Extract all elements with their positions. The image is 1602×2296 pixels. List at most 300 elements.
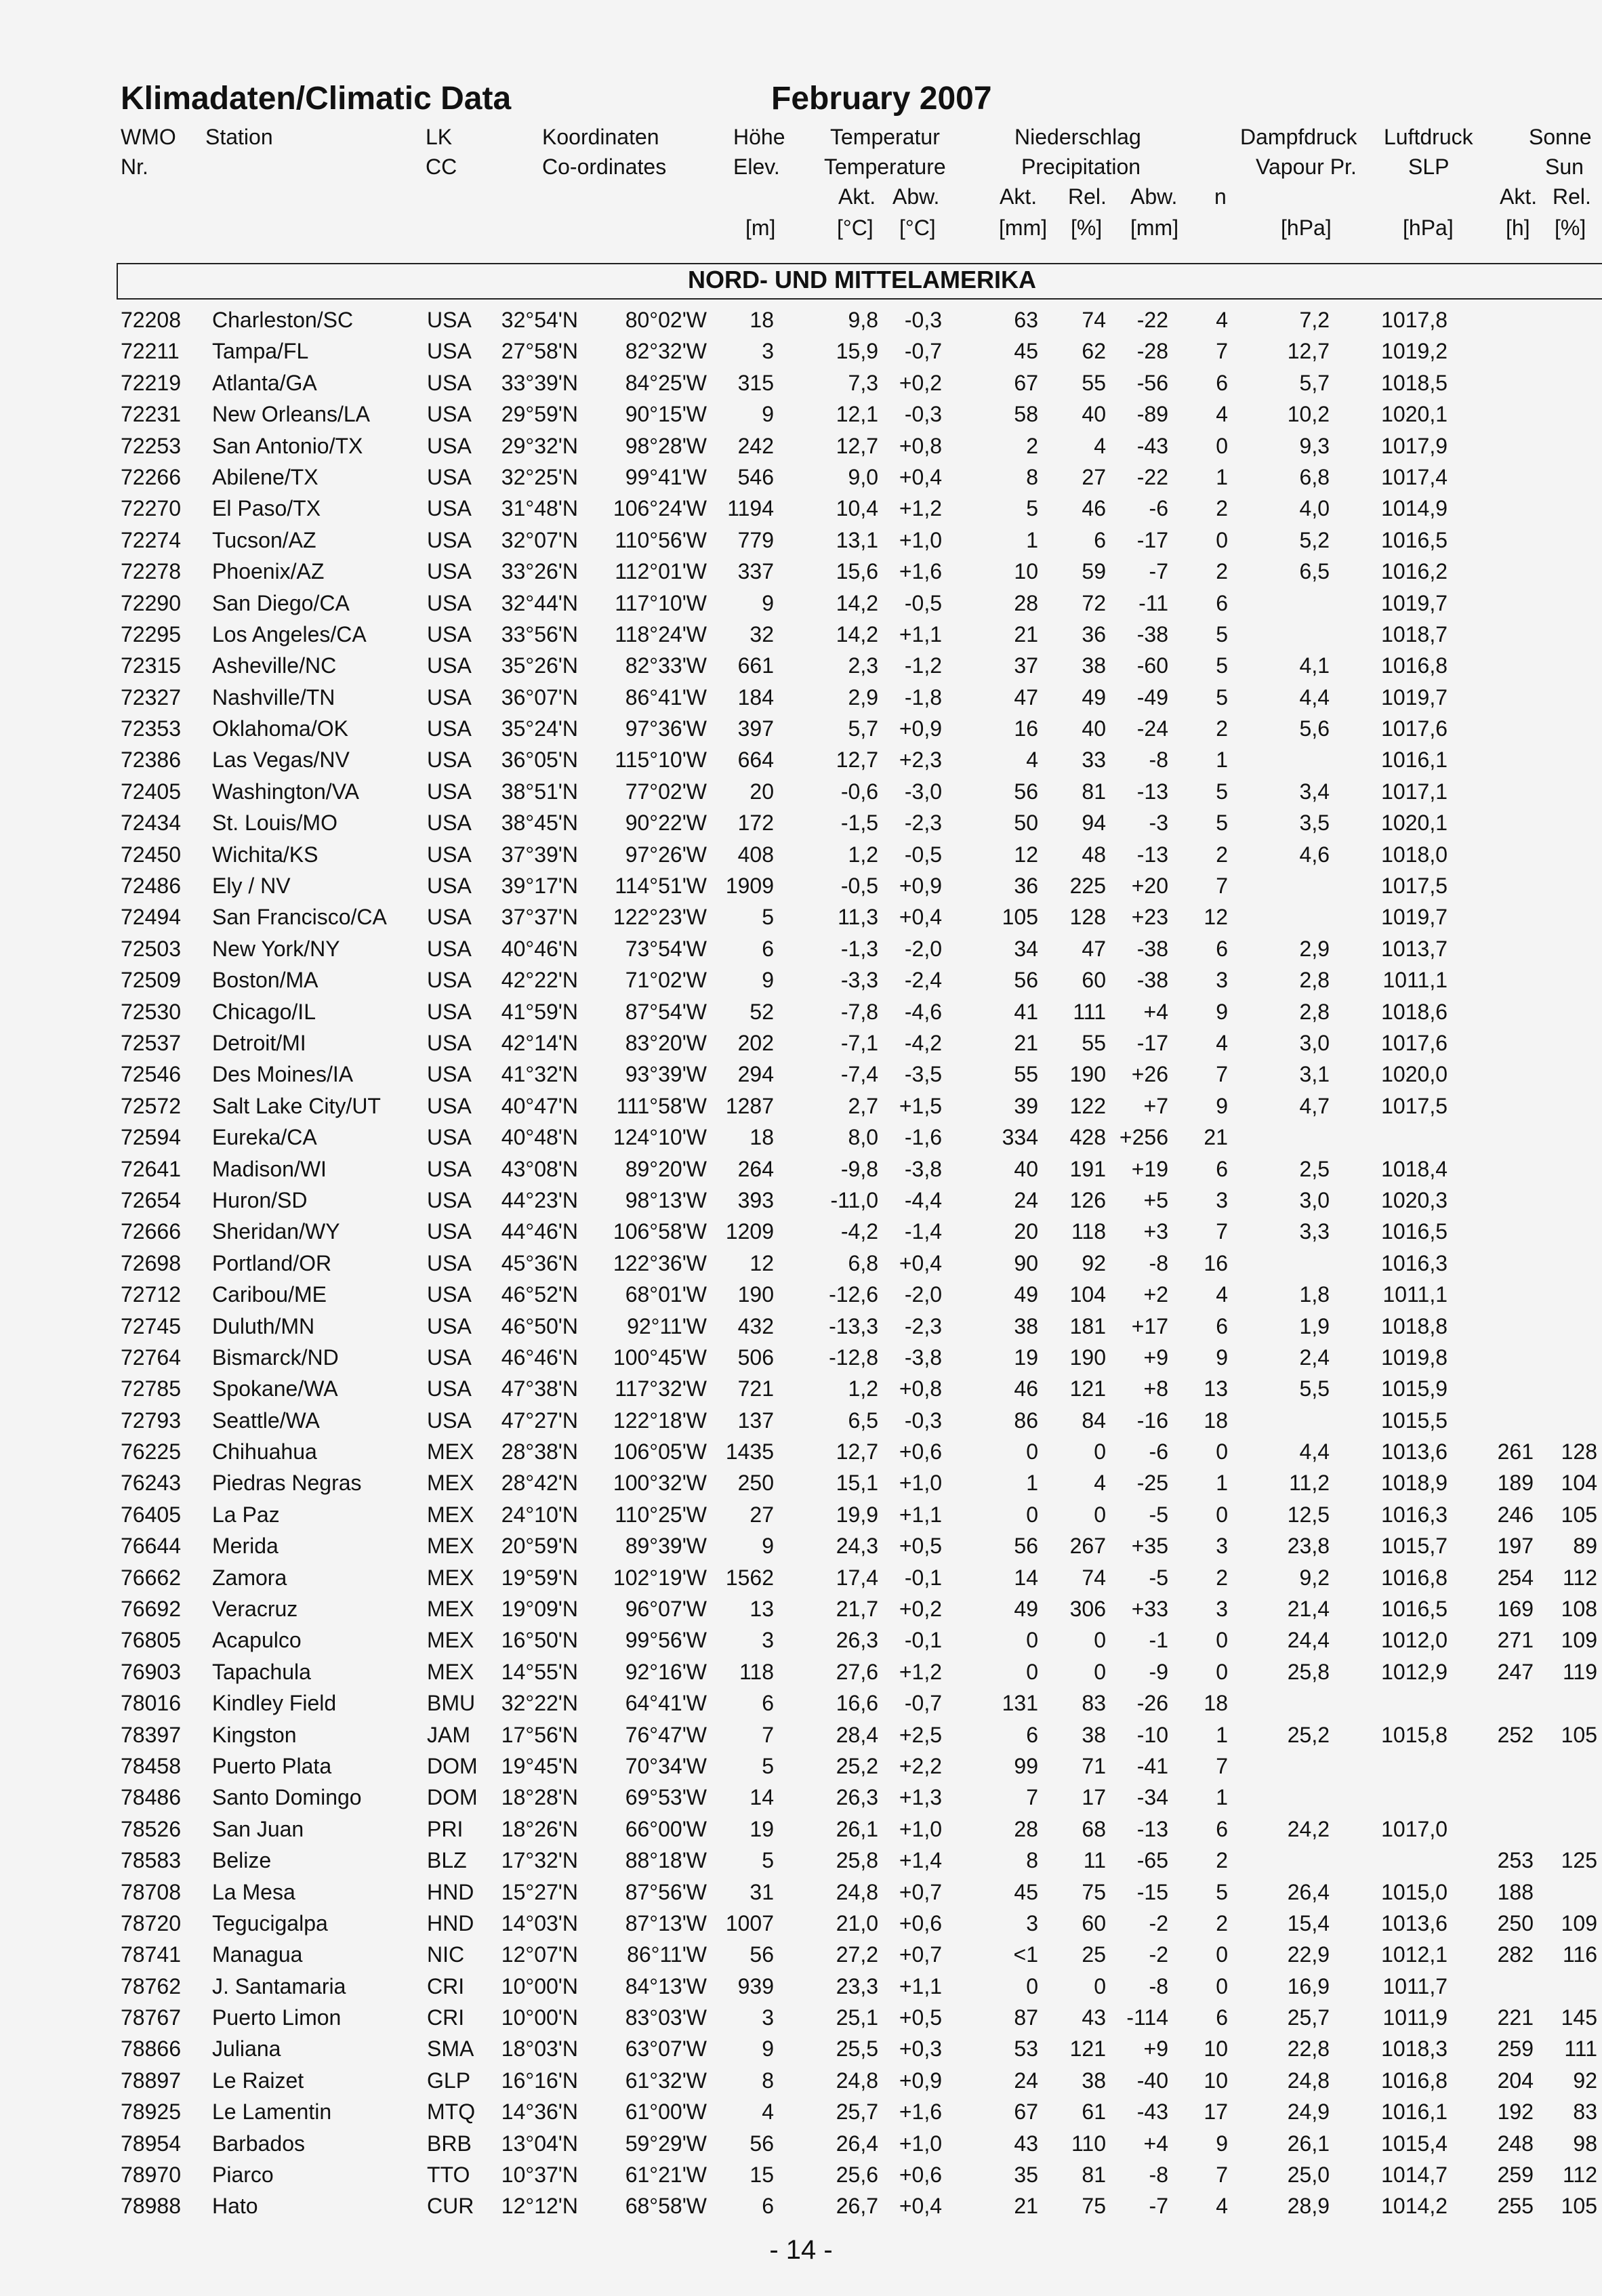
- station-name: San Diego/CA: [212, 590, 350, 615]
- precip-actual: 37: [1014, 653, 1038, 678]
- station-name: Piedras Negras: [212, 1471, 362, 1496]
- elevation: 6: [762, 936, 774, 961]
- country-code: USA: [427, 527, 472, 552]
- country-code: USA: [427, 1093, 472, 1118]
- station-name: Chicago/IL: [212, 999, 316, 1024]
- temp-deviation: +0,8: [899, 433, 942, 458]
- station-name: Atlanta/GA: [212, 370, 317, 395]
- precip-actual: 56: [1014, 779, 1038, 804]
- precip-deviation: -3: [1149, 811, 1168, 836]
- table-row: [0, 681, 1602, 712]
- elevation: 1435: [725, 1439, 774, 1464]
- temp-deviation: +2,3: [899, 747, 942, 773]
- sea-level-pressure: 1018,5: [1381, 370, 1447, 395]
- temp-deviation: -0,1: [904, 1565, 942, 1590]
- sun-relative: 105: [1561, 1722, 1597, 1747]
- elevation: 779: [737, 527, 774, 552]
- latitude: 16°16'N: [501, 2068, 578, 2093]
- country-code: USA: [427, 1313, 472, 1338]
- temp-deviation: +0,4: [899, 1250, 942, 1275]
- precip-deviation: -114: [1126, 2005, 1168, 2030]
- station-name: Los Angeles/CA: [212, 621, 367, 647]
- precip-relative: 0: [1094, 1439, 1106, 1464]
- table-row: [0, 806, 1602, 838]
- elevation: 397: [737, 716, 774, 741]
- hdr-temp-akt: Akt.: [838, 184, 876, 209]
- table-row: [0, 492, 1602, 523]
- longitude: 90°22'W: [625, 811, 707, 836]
- latitude: 36°05'N: [501, 747, 578, 773]
- precip-actual: 16: [1014, 716, 1038, 741]
- elevation: 9: [762, 590, 774, 615]
- wmo-number: 78925: [121, 2099, 181, 2125]
- unit-hoehe: [m]: [745, 216, 776, 240]
- sea-level-pressure: 1019,7: [1381, 684, 1447, 710]
- longitude: 63°07'W: [625, 2036, 707, 2062]
- vapour-pressure: 24,8: [1287, 2068, 1330, 2093]
- unit-nieder-akt: [mm]: [999, 216, 1048, 240]
- country-code: MEX: [427, 1628, 474, 1653]
- sea-level-pressure: 1011,9: [1382, 2005, 1447, 2030]
- temp-actual: 25,2: [836, 1753, 878, 1778]
- latitude: 32°07'N: [501, 527, 578, 552]
- table-row: [0, 1310, 1602, 1341]
- longitude: 64°41'W: [625, 1691, 707, 1716]
- precip-days: 0: [1216, 433, 1228, 458]
- temp-actual: 14,2: [836, 590, 878, 615]
- table-row: [0, 335, 1602, 366]
- temp-actual: 25,7: [836, 2099, 878, 2125]
- longitude: 124°10'W: [613, 1125, 707, 1150]
- precip-days: 10: [1204, 2036, 1228, 2062]
- sea-level-pressure: 1016,5: [1381, 1219, 1447, 1244]
- precip-deviation: -38: [1136, 968, 1168, 993]
- wmo-number: 72278: [121, 559, 181, 584]
- station-name: Portland/OR: [212, 1250, 332, 1275]
- temp-actual: 15,1: [836, 1471, 878, 1496]
- precip-deviation: +8: [1143, 1376, 1168, 1401]
- elevation: 4: [762, 2099, 774, 2125]
- wmo-number: 78897: [121, 2068, 181, 2093]
- precip-deviation: -2: [1149, 1942, 1168, 1967]
- sun-hours: 253: [1497, 1848, 1534, 1873]
- elevation: 294: [737, 1062, 774, 1087]
- precip-deviation: -22: [1136, 308, 1168, 332]
- station-name: New Orleans/LA: [212, 402, 370, 427]
- precip-days: 1: [1216, 747, 1228, 773]
- vapour-pressure: 25,8: [1287, 1659, 1330, 1684]
- precip-relative: 267: [1069, 1534, 1106, 1559]
- elevation: 1007: [725, 1910, 774, 1935]
- precip-days: 1: [1216, 1471, 1228, 1496]
- precip-days: 0: [1216, 1439, 1228, 1464]
- sea-level-pressure: 1016,1: [1381, 747, 1447, 773]
- precip-actual: 334: [1002, 1125, 1038, 1150]
- vapour-pressure: 4,7: [1299, 1093, 1330, 1118]
- precip-actual: 0: [1026, 1659, 1038, 1684]
- table-row: [0, 2127, 1602, 2158]
- precip-actual: 0: [1026, 1628, 1038, 1653]
- precip-deviation: -38: [1136, 936, 1168, 961]
- elevation: 506: [737, 1345, 774, 1370]
- temp-deviation: -0,5: [904, 590, 942, 615]
- longitude: 90°15'W: [625, 402, 707, 427]
- longitude: 76°47'W: [625, 1722, 707, 1747]
- precip-days: 4: [1216, 1282, 1228, 1307]
- hdr-luftdruck: Luftdruck: [1384, 125, 1473, 149]
- table-row: [0, 618, 1602, 649]
- longitude: 82°32'W: [625, 339, 707, 364]
- longitude: 84°25'W: [625, 370, 707, 395]
- precip-relative: 81: [1082, 779, 1106, 804]
- hdr-hoehe: Höhe: [733, 125, 785, 149]
- temp-deviation: -1,4: [904, 1219, 942, 1244]
- station-name: Ely / NV: [212, 874, 291, 899]
- precip-relative: 75: [1082, 1879, 1106, 1904]
- table-row: [0, 901, 1602, 932]
- elevation: 27: [749, 1502, 774, 1527]
- latitude: 32°22'N: [501, 1691, 578, 1716]
- precip-deviation: +2: [1143, 1282, 1168, 1307]
- longitude: 86°11'W: [627, 1942, 707, 1967]
- table-row: [0, 743, 1602, 775]
- precip-deviation: -13: [1136, 1816, 1168, 1841]
- table-row: [0, 1970, 1602, 2001]
- latitude: 13°04'N: [501, 2131, 578, 2156]
- station-name: Puerto Limon: [212, 2005, 342, 2030]
- latitude: 32°44'N: [501, 590, 578, 615]
- temp-actual: 15,6: [836, 559, 878, 584]
- temp-actual: 17,4: [836, 1565, 878, 1590]
- precip-days: 9: [1216, 999, 1228, 1024]
- station-name: Santo Domingo: [212, 1785, 362, 1810]
- elevation: 7: [762, 1722, 774, 1747]
- elevation: 6: [762, 1691, 774, 1716]
- wmo-number: 72546: [121, 1062, 181, 1087]
- precip-deviation: +4: [1143, 999, 1168, 1024]
- table-row: [0, 1907, 1602, 1938]
- precip-days: 2: [1216, 1910, 1228, 1935]
- elevation: 664: [737, 747, 774, 773]
- sea-level-pressure: 1013,6: [1381, 1439, 1447, 1464]
- latitude: 12°07'N: [501, 1942, 578, 1967]
- precip-actual: 2: [1026, 433, 1038, 458]
- country-code: MEX: [427, 1439, 474, 1464]
- sun-relative: 105: [1561, 2194, 1597, 2219]
- precip-days: 6: [1216, 590, 1228, 615]
- longitude: 117°32'W: [615, 1376, 707, 1401]
- precip-actual: 56: [1014, 1534, 1038, 1559]
- temp-deviation: +1,6: [899, 559, 942, 584]
- precip-days: 7: [1216, 1062, 1228, 1087]
- temp-deviation: +0,2: [899, 1597, 942, 1622]
- sun-relative: 111: [1564, 2036, 1597, 2062]
- precip-deviation: -5: [1149, 1502, 1168, 1527]
- precip-relative: 40: [1082, 402, 1106, 427]
- temp-deviation: -0,5: [904, 842, 942, 867]
- temp-actual: 16,6: [836, 1691, 878, 1716]
- wmo-number: 72537: [121, 1030, 181, 1055]
- precip-actual: 105: [1002, 905, 1038, 930]
- latitude: 43°08'N: [501, 1156, 578, 1181]
- precip-days: 6: [1216, 2005, 1228, 2030]
- temp-deviation: -4,2: [904, 1030, 942, 1055]
- precip-days: 0: [1216, 1973, 1228, 1998]
- wmo-number: 76644: [121, 1534, 181, 1559]
- unit-dampf: [hPa]: [1281, 216, 1332, 240]
- station-name: San Juan: [212, 1816, 304, 1841]
- hdr-nieder-akt: Akt.: [1000, 184, 1038, 209]
- station-name: Seattle/WA: [212, 1408, 320, 1433]
- elevation: 137: [737, 1408, 774, 1433]
- sea-level-pressure: 1016,5: [1381, 527, 1447, 552]
- sea-level-pressure: 1016,8: [1381, 653, 1447, 678]
- wmo-number: 78741: [121, 1942, 181, 1967]
- precip-relative: 0: [1094, 1502, 1106, 1527]
- station-name: Puerto Plata: [212, 1753, 332, 1778]
- temp-deviation: +1,1: [899, 1502, 942, 1527]
- precip-deviation: -41: [1136, 1753, 1168, 1778]
- longitude: 87°56'W: [625, 1879, 707, 1904]
- temp-deviation: -0,7: [904, 339, 942, 364]
- station-name: Chihuahua: [212, 1439, 317, 1464]
- temp-deviation: -4,6: [904, 999, 942, 1024]
- sea-level-pressure: 1019,7: [1381, 590, 1447, 615]
- precip-days: 12: [1204, 905, 1228, 930]
- precip-relative: 306: [1069, 1597, 1106, 1622]
- elevation: 6: [762, 2194, 774, 2219]
- temp-actual: 25,1: [836, 2005, 878, 2030]
- table-row: [0, 1278, 1602, 1309]
- wmo-number: 72698: [121, 1250, 181, 1275]
- temp-deviation: -1,6: [904, 1125, 942, 1150]
- country-code: MEX: [427, 1534, 474, 1559]
- vapour-pressure: 23,8: [1287, 1534, 1330, 1559]
- precip-deviation: -28: [1136, 339, 1168, 364]
- precip-deviation: -2: [1149, 1910, 1168, 1935]
- temp-actual: 27,2: [836, 1942, 878, 1967]
- precip-actual: 21: [1014, 621, 1038, 647]
- latitude: 46°46'N: [501, 1345, 578, 1370]
- sea-level-pressure: 1018,0: [1381, 842, 1447, 867]
- sea-level-pressure: 1018,4: [1381, 1156, 1447, 1181]
- precip-deviation: -17: [1136, 1030, 1168, 1055]
- elevation: 337: [737, 559, 774, 584]
- table-row: [0, 430, 1602, 461]
- precip-relative: 38: [1082, 653, 1106, 678]
- table-row: [0, 964, 1602, 995]
- temp-deviation: +2,5: [899, 1722, 942, 1747]
- country-code: BLZ: [427, 1848, 467, 1873]
- station-name: Kindley Field: [212, 1691, 337, 1716]
- temp-deviation: +1,6: [899, 2099, 942, 2125]
- temp-actual: 25,6: [836, 2162, 878, 2188]
- sea-level-pressure: 1017,5: [1381, 1093, 1447, 1118]
- vapour-pressure: 24,4: [1287, 1628, 1330, 1653]
- unit-nieder-abw: [mm]: [1130, 216, 1179, 240]
- precip-deviation: -56: [1136, 370, 1168, 395]
- hdr-sonne-akt: Akt.: [1500, 184, 1538, 209]
- wmo-number: 72266: [121, 464, 181, 489]
- latitude: 14°03'N: [501, 1910, 578, 1935]
- vapour-pressure: 2,4: [1299, 1345, 1330, 1370]
- precip-deviation: -5: [1149, 1565, 1168, 1590]
- precip-days: 7: [1216, 339, 1228, 364]
- precip-actual: 14: [1014, 1565, 1038, 1590]
- precip-relative: 48: [1082, 842, 1106, 867]
- station-name: Bismarck/ND: [212, 1345, 339, 1370]
- temp-actual: -7,8: [840, 999, 878, 1024]
- vapour-pressure: 16,9: [1287, 1973, 1330, 1998]
- longitude: 115°10'W: [615, 747, 707, 773]
- sun-hours: 259: [1497, 2036, 1534, 2062]
- country-code: USA: [427, 621, 472, 647]
- station-name: Piarco: [212, 2162, 274, 2188]
- sea-level-pressure: 1016,8: [1381, 2068, 1447, 2093]
- country-code: USA: [427, 905, 472, 930]
- longitude: 106°24'W: [613, 496, 707, 521]
- table-row: [0, 2001, 1602, 2032]
- table-row: [0, 1593, 1602, 1624]
- sun-relative: 125: [1561, 1848, 1597, 1873]
- elevation: 432: [737, 1313, 774, 1338]
- precip-deviation: -10: [1136, 1722, 1168, 1747]
- sun-relative: 108: [1561, 1597, 1597, 1622]
- table-row: [0, 1938, 1602, 1969]
- precip-actual: 41: [1014, 999, 1038, 1024]
- precip-relative: 190: [1069, 1062, 1106, 1087]
- latitude: 40°47'N: [501, 1093, 578, 1118]
- precip-days: 6: [1216, 1156, 1228, 1181]
- vapour-pressure: 4,0: [1299, 496, 1330, 521]
- precip-actual: 49: [1014, 1282, 1038, 1307]
- table-row: [0, 1404, 1602, 1435]
- table-row: [0, 1090, 1602, 1121]
- precip-deviation: -13: [1136, 779, 1168, 804]
- temp-deviation: -2,3: [904, 811, 942, 836]
- precip-relative: 225: [1069, 874, 1106, 899]
- precip-relative: 75: [1082, 2194, 1106, 2219]
- latitude: 46°52'N: [501, 1282, 578, 1307]
- precip-actual: 28: [1014, 1816, 1038, 1841]
- precip-actual: 47: [1014, 684, 1038, 710]
- station-name: Washington/VA: [212, 779, 359, 804]
- precip-days: 7: [1216, 1219, 1228, 1244]
- latitude: 36°07'N: [501, 684, 578, 710]
- precip-relative: 0: [1094, 1628, 1106, 1653]
- country-code: CRI: [427, 1973, 465, 1998]
- station-name: Tapachula: [212, 1659, 311, 1684]
- elevation: 3: [762, 339, 774, 364]
- precip-deviation: -17: [1136, 527, 1168, 552]
- vapour-pressure: 6,8: [1299, 464, 1330, 489]
- sun-relative: 119: [1562, 1659, 1597, 1684]
- elevation: 1209: [725, 1219, 774, 1244]
- vapour-pressure: 12,7: [1287, 339, 1330, 364]
- temp-actual: 24,3: [836, 1534, 878, 1559]
- wmo-number: 72530: [121, 999, 181, 1024]
- temp-actual: 6,8: [848, 1250, 878, 1275]
- longitude: 114°51'W: [615, 874, 707, 899]
- elevation: 546: [737, 464, 774, 489]
- precip-actual: 45: [1014, 1879, 1038, 1904]
- precip-relative: 81: [1082, 2162, 1106, 2188]
- precip-relative: 84: [1082, 1408, 1106, 1433]
- temp-actual: 8,0: [848, 1125, 878, 1150]
- precip-deviation: -65: [1136, 1848, 1168, 1873]
- wmo-number: 78583: [121, 1848, 181, 1873]
- vapour-pressure: 24,9: [1287, 2099, 1330, 2125]
- sun-hours: 246: [1497, 1502, 1534, 1527]
- longitude: 70°34'W: [625, 1753, 707, 1778]
- station-name: Sheridan/WY: [212, 1219, 340, 1244]
- temp-deviation: -4,4: [904, 1187, 942, 1212]
- elevation: 393: [737, 1187, 774, 1212]
- temp-deviation: -2,0: [904, 936, 942, 961]
- sun-hours: 252: [1497, 1722, 1534, 1747]
- table-row: [0, 1247, 1602, 1278]
- sun-hours: 204: [1497, 2068, 1534, 2093]
- station-name: Nashville/TN: [212, 684, 335, 710]
- country-code: DOM: [427, 1785, 478, 1810]
- longitude: 80°02'W: [625, 308, 707, 332]
- temp-actual: 21,7: [836, 1597, 878, 1622]
- sea-level-pressure: 1016,1: [1381, 2099, 1447, 2125]
- temp-actual: 19,9: [836, 1502, 878, 1527]
- elevation: 56: [749, 1942, 774, 1967]
- station-name: Spokane/WA: [212, 1376, 338, 1401]
- elevation: 1194: [727, 496, 774, 521]
- table-row: [0, 996, 1602, 1027]
- country-code: MEX: [427, 1565, 474, 1590]
- longitude: 83°03'W: [625, 2005, 707, 2030]
- longitude: 92°16'W: [625, 1659, 707, 1684]
- precip-actual: 0: [1026, 1439, 1038, 1464]
- country-code: SMA: [427, 2036, 474, 2062]
- latitude: 19°09'N: [501, 1597, 578, 1622]
- latitude: 47°38'N: [501, 1376, 578, 1401]
- precip-relative: 71: [1082, 1753, 1106, 1778]
- sea-level-pressure: 1018,8: [1381, 1313, 1447, 1338]
- elevation: 9: [762, 968, 774, 993]
- wmo-number: 72712: [121, 1282, 181, 1307]
- wmo-number: 72509: [121, 968, 181, 993]
- sea-level-pressure: 1015,4: [1381, 2131, 1447, 2156]
- precip-deviation: -43: [1136, 433, 1168, 458]
- precip-relative: 40: [1082, 716, 1106, 741]
- longitude: 89°20'W: [625, 1156, 707, 1181]
- sea-level-pressure: 1012,9: [1381, 1659, 1447, 1684]
- temp-actual: 12,1: [836, 402, 878, 427]
- latitude: 39°17'N: [501, 874, 578, 899]
- temp-deviation: -0,3: [904, 402, 942, 427]
- country-code: HND: [427, 1910, 474, 1935]
- wmo-number: 72270: [121, 496, 181, 521]
- vapour-pressure: 2,9: [1299, 936, 1330, 961]
- elevation: 20: [749, 779, 774, 804]
- temp-actual: -4,2: [840, 1219, 878, 1244]
- vapour-pressure: 9,3: [1299, 433, 1330, 458]
- temp-actual: 15,9: [836, 339, 878, 364]
- wmo-number: 72231: [121, 402, 181, 427]
- precip-deviation: +20: [1131, 874, 1168, 899]
- precip-relative: 121: [1069, 1376, 1106, 1401]
- hdr-precipitation: Precipitation: [1021, 155, 1141, 179]
- vapour-pressure: 5,5: [1299, 1376, 1330, 1401]
- precip-deviation: -89: [1136, 402, 1168, 427]
- precip-relative: 59: [1082, 559, 1106, 584]
- station-name: Abilene/TX: [212, 464, 319, 489]
